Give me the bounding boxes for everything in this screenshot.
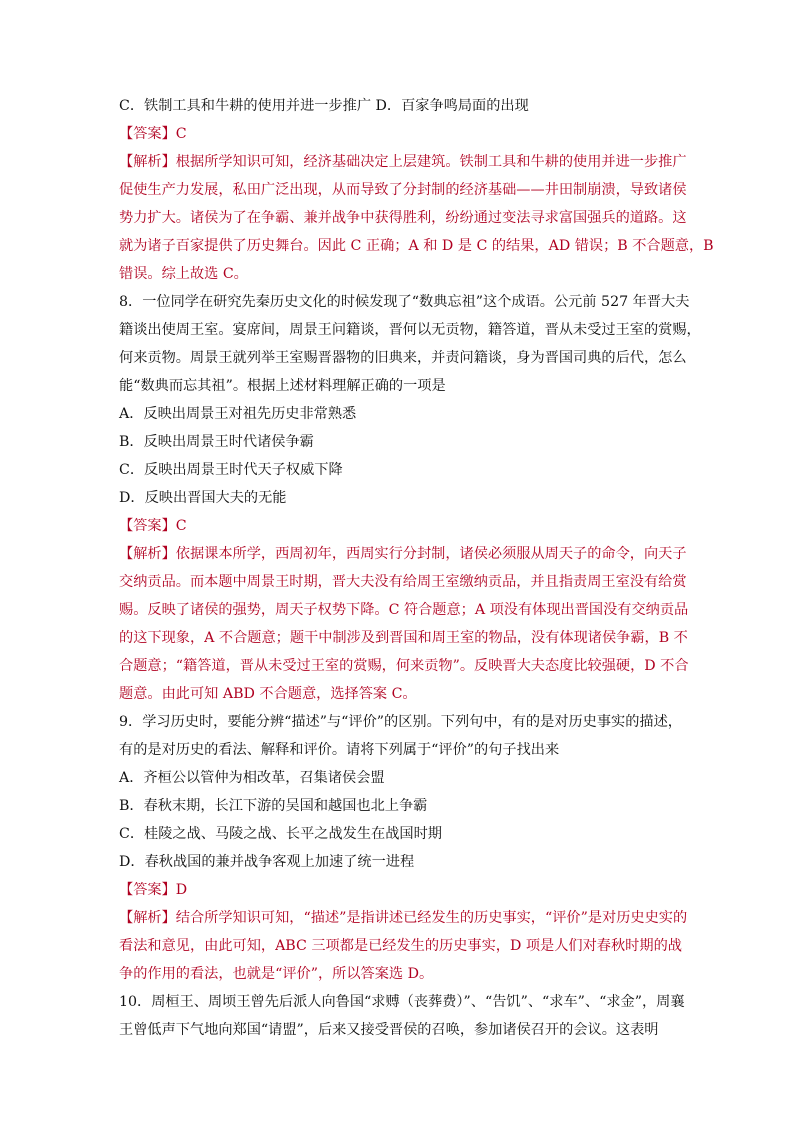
q8-analysis-line: 【解析】依据课本所学，西周初年，西周实行分封制，诸侯必须服从周天子的命令，向天子	[119, 546, 687, 562]
q9-option-a: A．齐桓公以管仲为相改革，召集诸侯会盟	[119, 770, 385, 786]
q9-option-d: D．春秋战国的兼并战争客观上加速了统一进程	[119, 854, 415, 870]
answer-value: D	[175, 882, 188, 898]
answer-value: C	[175, 126, 187, 142]
q7-option-c-d: C．铁制工具和牛耕的使用并进一步推广 D．百家争鸣局面的出现	[119, 98, 529, 114]
q9-stem-line: 9．学习历史时，要能分辨“描述”与“评价”的区别。下列句中，有的是对历史事实的描述，	[119, 714, 682, 730]
q7-analysis-line: 促使生产力发展，私田广泛出现，从而导致了分封制的经济基础——井田制崩溃，导致诸侯	[119, 182, 687, 198]
answer-label: 【答案】	[119, 882, 176, 898]
q9-analysis-line: 争的作用的看法，也就是“评价”，所以答案选 D。	[119, 966, 434, 982]
q7-analysis-line: 势力扩大。诸侯为了在争霸、兼并战争中获得胜利，纷纷通过变法寻求富国强兵的道路。这	[119, 210, 687, 226]
q8-analysis-line: 的这下现象，A 不合题意；题干中制涉及到晋国和周王室的物品，没有体现诸侯争霸，B 不	[119, 630, 688, 646]
analysis-label: 【解析】	[119, 154, 176, 170]
answer-label: 【答案】	[119, 518, 176, 534]
question-content	[119, 92, 714, 1044]
q8-analysis-line: 赐。反映了诸侯的强势，周天子权势下降。C 符合题意；A 项没有体现出晋国没有交纳贡品	[119, 602, 689, 618]
q9-option-c: C．桂陵之战、马陵之战、长平之战发生在战国时期	[119, 826, 442, 842]
q7-analysis-line: 就为诸子百家提供了历史舞台。因此 C 正确；A 和 D 是 C 的结果，AD 错误；B 不合题意，B	[119, 238, 714, 254]
q9-analysis-line: 【解析】结合所学知识可知，“描述”是指讲述已经发生的历史事实，“评价”是对历史史实的	[119, 910, 688, 926]
q9-option-b: B．春秋末期，长江下游的吴国和越国也北上争霸	[119, 798, 428, 814]
q7-analysis-line: 错误。综上故选 C。	[119, 266, 248, 282]
q8-stem-line: 何来贡物。周景王就列举王室赐晋器物的旧典来，并责问籍谈，身为晋国司典的后代，怎么	[119, 350, 687, 366]
q10-stem-line: 10．周桓王、周顷王曾先后派人向鲁国“求赙（丧葬费）”、“告饥”、“求车”、“求金”，周襄	[119, 994, 685, 1010]
q9-stem-line: 有的是对历史的看法、解释和评价。请将下列属于“评价”的句子找出来	[119, 742, 560, 758]
q7-answer	[119, 120, 679, 148]
analysis-label: 【解析】	[119, 546, 176, 562]
q8-stem-line: 8．一位同学在研究先秦历史文化的时候发现了“数典忘祖”这个成语。公元前 527 年晋大夫	[119, 294, 690, 310]
q9-analysis-line: 看法和意见，由此可知，ABC 三项都是已经发生的历史事实，D 项是人们对春秋时期的战	[119, 938, 682, 954]
q8-option-c: C．反映出周景王时代天子权威下降	[119, 462, 343, 478]
q8-option-a: A．反映出周景王对祖先历史非常熟悉	[119, 406, 357, 422]
q8-analysis-line: 题意。由此可知 ABD 不合题意，选择答案 C。	[119, 686, 417, 702]
answer-label: 【答案】	[119, 126, 176, 142]
q8-stem-line: 籍谈出使周王室。宴席间，周景王问籍谈，晋何以无贡物，籍答道，晋从未受过王室的赏赐，	[119, 322, 701, 338]
q8-option-d: D．反映出晋国大夫的无能	[119, 490, 287, 506]
q8-option-b: B．反映出周景王时代诸侯争霸	[119, 434, 314, 450]
analysis-label: 【解析】	[119, 910, 176, 926]
q7-analysis-line: 【解析】根据所学知识可知，经济基础决定上层建筑。铁制工具和牛耕的使用并进一步推广	[119, 154, 687, 170]
answer-value: C	[175, 518, 187, 534]
q8-analysis-line: 合题意；“籍答道，晋从未受过王室的赏赐，何来贡物”。反映晋大夫态度比较强硬，D 不合	[119, 658, 689, 674]
q8-analysis-line: 交纳贡品。而本题中周景王时期，晋大夫没有给周王室缴纳贡品，并且指责周王室没有给赏	[119, 574, 687, 590]
q9-answer	[119, 876, 679, 904]
q10-stem-line: 王曾低声下气地向郑国“请盟”，后来又接受晋侯的召唤，参加诸侯召开的会议。这表明	[119, 1022, 659, 1038]
q8-answer	[119, 512, 679, 540]
q8-stem-line: 能“数典而忘其祖”。根据上述材料理解正确的一项是	[119, 378, 446, 394]
